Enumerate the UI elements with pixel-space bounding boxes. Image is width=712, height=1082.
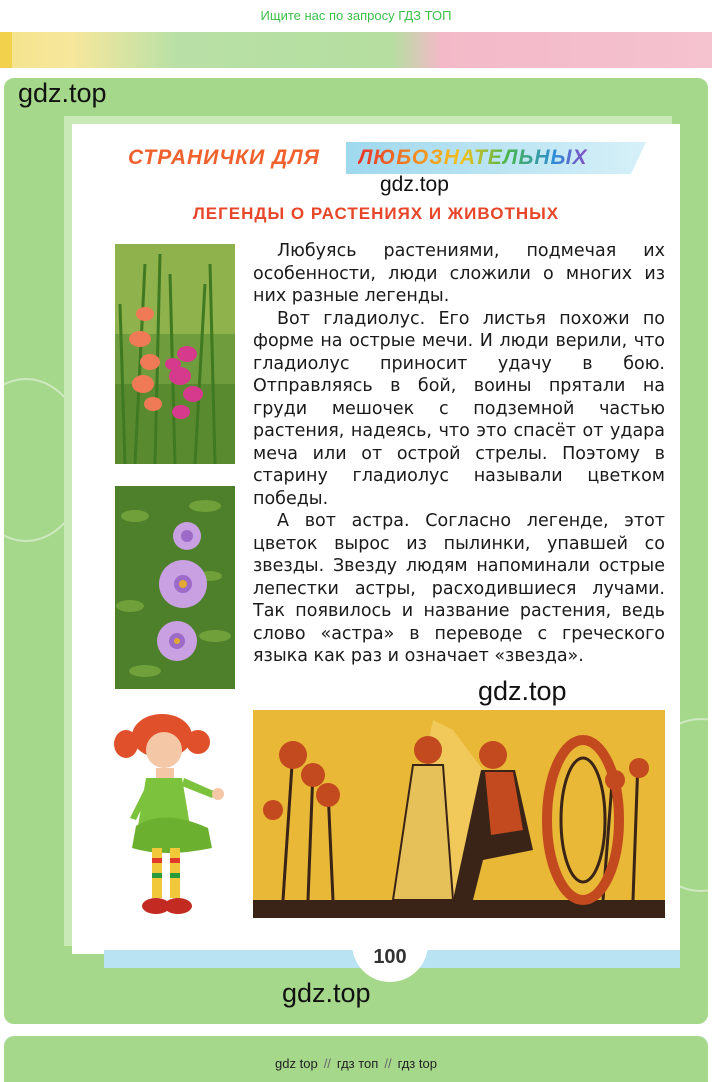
header-title-part1: СТРАНИЧКИ ДЛЯ — [128, 146, 320, 169]
top-banner — [0, 0, 712, 32]
aster-photo — [115, 486, 235, 689]
watermark: gdz.top — [18, 78, 107, 108]
footer-separator: // — [323, 1056, 331, 1071]
article-text — [253, 240, 665, 668]
page-subtitle: ЛЕГЕНДЫ О РАСТЕНИЯХ И ЖИВОТНЫХ — [192, 204, 560, 223]
watermark: gdz.top — [380, 173, 449, 196]
decorative-strip — [0, 32, 712, 68]
footer-link[interactable]: гдз топ — [336, 1056, 379, 1071]
girl-character-drawing — [112, 708, 244, 922]
fresco-drawing — [253, 710, 665, 918]
legend-fresco-illustration — [253, 710, 665, 918]
watermark: gdz.top — [478, 676, 567, 706]
footer-links — [0, 1056, 712, 1071]
footer-link[interactable]: гдз top — [397, 1056, 437, 1071]
banner-text: Ищите нас по запросу ГДЗ ТОП — [260, 8, 452, 23]
page-number: 100 — [373, 946, 407, 968]
gladiolus-photo — [115, 244, 235, 464]
watermark: gdz.top — [282, 978, 371, 1008]
section-header — [128, 142, 648, 176]
strip-yellow-edge — [0, 32, 12, 68]
paragraph-aster: А вот астра. Согласно легенде, этот цветок вырос из пылинки, упавшей со звезды. Звезду людям напоминали острые лепестки астры, расходившиеся лучами. Так появилось и название растения, ведь слово «астра» в переводе с греческого языка как раз и означает «звезда». — [253, 511, 665, 666]
girl-character-illustration — [112, 708, 244, 922]
paragraph-intro: Любуясь растениями, подмечая их особенности, люди сложили о многих из них разные легенды. — [253, 241, 665, 306]
gladiolus-illustration — [115, 244, 235, 464]
footer-separator: // — [384, 1056, 392, 1071]
paragraph-gladiolus: Вот гладиолус. Его листья похожи по форме на острые мечи. И люди верили, что гладиолус приносит удачу в бою. Отправляясь в бой, воины прятали на груди мешочек с подземной частью растения, надеясь, что это спасёт от удара меча или от острой стрелы. Поэтому в старину гладиолус называли цветком победы. — [253, 308, 665, 509]
aster-illustration — [115, 486, 235, 689]
footer-link[interactable]: gdz top — [275, 1056, 318, 1071]
header-title-part2: ЛЮБОЗНАТЕЛЬНЫХ — [358, 146, 588, 169]
